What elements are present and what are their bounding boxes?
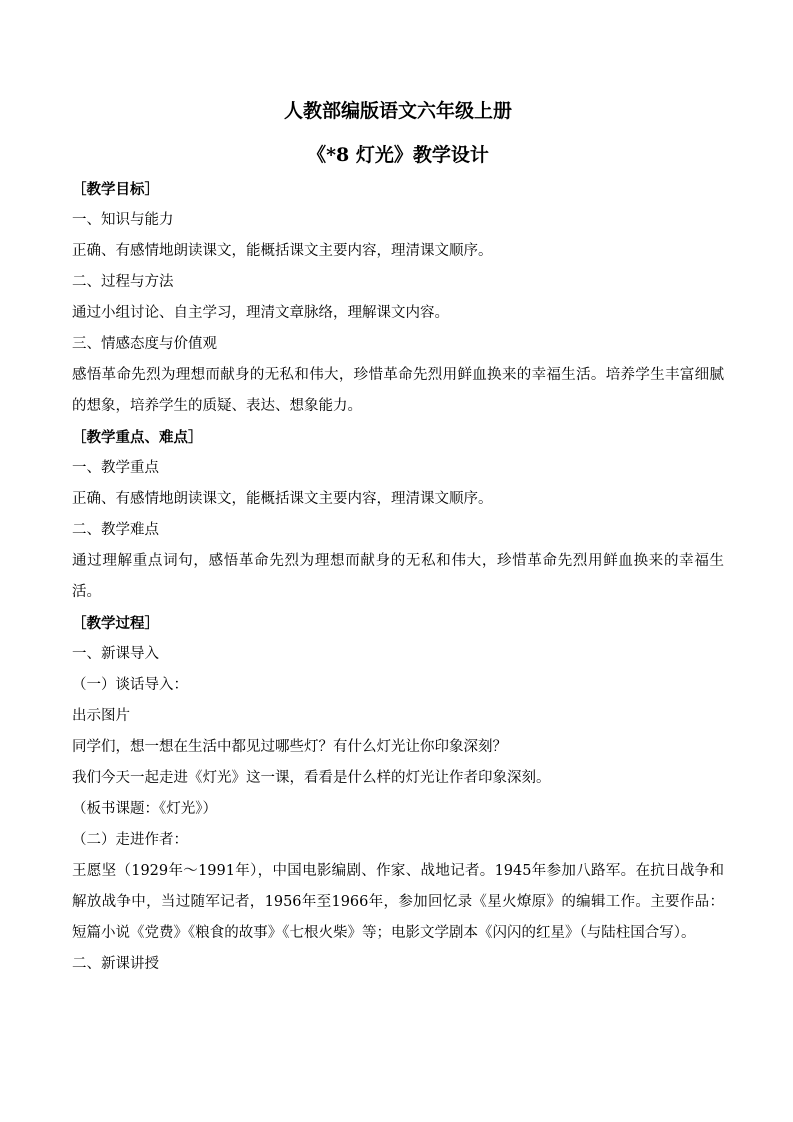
paragraph: 同学们，想一想在生活中都见过哪些灯？有什么灯光让你印象深刻？ bbox=[72, 739, 507, 755]
paragraph: 正确、有感情地朗读课文，能概括课文主要内容，理清课文顺序。 bbox=[72, 243, 493, 259]
subheading-emotion-values: 三、情感态度与价值观 bbox=[72, 336, 217, 352]
section-heading-key-points: ［教学重点、难点］ bbox=[72, 429, 203, 446]
paragraph: 王愿坚（1929年～1991年），中国电影编剧、作家、战地记者。1945年参加八路军。在抗日战争和解放战争中，当过随军记者，1956年至1966年，参加回忆录《星火燎原》的编辑工作。主要作品：短篇小说《党费》《粮食的故事》《七根火柴》等；电影文学剧本《闪闪的红星》（与陆柱国合写）。 bbox=[72, 863, 724, 941]
paragraph: 我们今天一起走进《灯光》这一课，看看是什么样的灯光让作者印象深刻。 bbox=[72, 770, 551, 786]
subheading-key-point: 一、教学重点 bbox=[72, 460, 159, 476]
lesson-title: 《*8 灯光》教学设计 bbox=[307, 144, 489, 166]
subheading-process-method: 二、过程与方法 bbox=[72, 274, 174, 290]
section-heading-objectives: ［教学目标］ bbox=[72, 181, 159, 198]
document-body bbox=[72, 98, 724, 980]
subheading-author: （二）走进作者： bbox=[72, 832, 188, 848]
subheading-difficulty: 二、教学难点 bbox=[72, 522, 159, 538]
paragraph: （板书课题：《灯光》） bbox=[72, 801, 217, 817]
document-title: 人教部编版语文六年级上册 bbox=[283, 100, 512, 122]
subheading-conversation: （一）谈话导入： bbox=[72, 677, 188, 693]
paragraph: 通过小组讨论、自主学习，理清文章脉络，理解课文内容。 bbox=[72, 305, 449, 321]
paragraph: 正确、有感情地朗读课文，能概括课文主要内容，理清课文顺序。 bbox=[72, 491, 493, 507]
section-heading-process: ［教学过程］ bbox=[72, 615, 159, 632]
paragraph: 感悟革命先烈为理想而献身的无私和伟大，珍惜革命先烈用鲜血换来的幸福生活。培养学生丰富细腻的想象，培养学生的质疑、表达、想象能力。 bbox=[72, 367, 724, 414]
paragraph: 出示图片 bbox=[72, 708, 130, 724]
document-content bbox=[72, 174, 724, 980]
subheading-introduction: 一、新课导入 bbox=[72, 646, 159, 662]
subheading-new-lesson: 二、新课讲授 bbox=[72, 956, 159, 972]
subheading-knowledge-ability: 一、知识与能力 bbox=[72, 212, 174, 228]
paragraph: 通过理解重点词句，感悟革命先烈为理想而献身的无私和伟大，珍惜革命先烈用鲜血换来的幸福生活。 bbox=[72, 553, 724, 600]
